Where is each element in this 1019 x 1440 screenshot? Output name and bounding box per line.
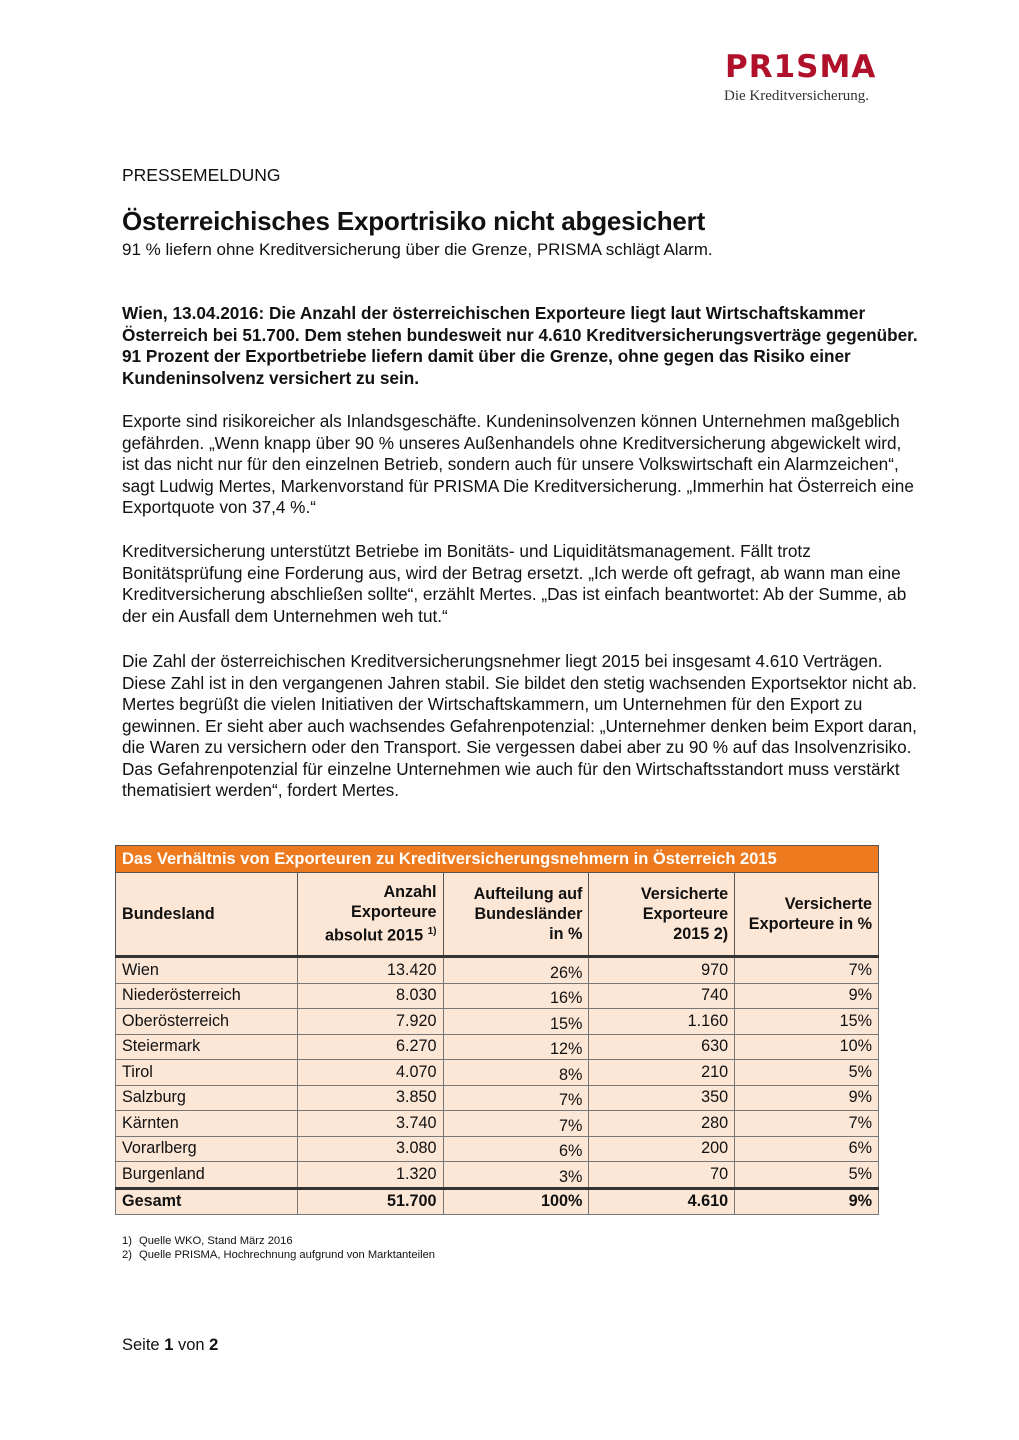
document-label: PRESSEMELDUNG bbox=[122, 165, 281, 185]
header-aufteilung bbox=[443, 873, 589, 957]
footnote-number: 1) bbox=[122, 1235, 132, 1247]
cell-anteil: 7% bbox=[443, 1111, 589, 1137]
cell-versichert-pct: 5% bbox=[735, 1162, 879, 1189]
footnotes bbox=[122, 1234, 435, 1262]
header-line: absolut 2015 bbox=[325, 926, 424, 945]
cell-anteil: 16% bbox=[443, 983, 589, 1009]
table-row bbox=[116, 1034, 879, 1060]
header-anzahl-exporteure bbox=[297, 873, 443, 957]
cell-versichert: 350 bbox=[589, 1085, 735, 1111]
footnote bbox=[122, 1234, 435, 1248]
table-total-row bbox=[116, 1188, 879, 1215]
page-total: 2 bbox=[209, 1336, 219, 1354]
cell-versichert-pct: 15% bbox=[735, 1009, 879, 1035]
footnote-number: 2) bbox=[122, 1249, 132, 1261]
page-title: Österreichisches Exportrisiko nicht abgesichert bbox=[122, 206, 706, 236]
footnote bbox=[122, 1248, 435, 1262]
cell-versichert-pct: 6% bbox=[735, 1136, 879, 1162]
cell-land: Vorarlberg bbox=[116, 1136, 298, 1162]
lead-paragraph: Wien, 13.04.2016: Die Anzahl der österreichischen Exporteure liegt laut Wirtschaftskammer Österreich bei 51.700. Dem stehen bundesweit nur 4.610 Kreditversicherungsverträge gegenüber. 91 Prozent der Exportbetriebe liefern damit über die Grenze, ohne gegen das Risiko einer Kundeninsolvenz versichert zu sein. bbox=[122, 303, 918, 388]
cell-versichert-pct: 9% bbox=[735, 1085, 879, 1111]
cell-exporteure: 3.850 bbox=[297, 1085, 443, 1111]
cell-exporteure: 3.740 bbox=[297, 1111, 443, 1137]
header-line: Aufteilung auf bbox=[473, 885, 583, 903]
page-mid: von bbox=[173, 1336, 210, 1354]
cell-exporteure: 1.320 bbox=[297, 1162, 443, 1189]
cell-anteil: 12% bbox=[443, 1034, 589, 1060]
table-row bbox=[116, 1009, 879, 1035]
header-line: Versicherte bbox=[784, 895, 872, 913]
logo-wordmark: PR1SMA bbox=[725, 49, 877, 85]
cell-exporteure: 4.070 bbox=[297, 1060, 443, 1086]
page-subtitle: 91 % liefern ohne Kreditversicherung über die Grenze, PRISMA schlägt Alarm. bbox=[122, 240, 713, 259]
header-line: Exporteure bbox=[642, 905, 729, 923]
table-row bbox=[116, 1085, 879, 1111]
cell-exporteure: 3.080 bbox=[297, 1136, 443, 1162]
cell-versichert-pct: 7% bbox=[735, 957, 879, 984]
header-line: Versicherte bbox=[640, 885, 729, 903]
footnote-text: Quelle PRISMA, Hochrechnung aufgrund von Marktanteilen bbox=[139, 1249, 436, 1261]
table-row bbox=[116, 1136, 879, 1162]
cell-exporteure: 13.420 bbox=[297, 957, 443, 984]
cell-versichert-pct: 5% bbox=[735, 1060, 879, 1086]
cell-land: Kärnten bbox=[116, 1111, 298, 1137]
table-row bbox=[116, 983, 879, 1009]
cell-land: Niederösterreich bbox=[116, 983, 298, 1009]
cell-versichert: 70 bbox=[589, 1162, 735, 1189]
cell-land: Wien bbox=[116, 957, 298, 984]
header-line: in % bbox=[549, 925, 583, 943]
cell-land: Salzburg bbox=[116, 1085, 298, 1111]
cell-land: Steiermark bbox=[116, 1034, 298, 1060]
exporters-table bbox=[115, 845, 879, 1215]
page-current: 1 bbox=[164, 1336, 174, 1354]
cell-versichert: 740 bbox=[589, 983, 735, 1009]
cell-land: Gesamt bbox=[116, 1188, 298, 1215]
table-row bbox=[116, 1060, 879, 1086]
table-caption: Das Verhältnis von Exporteuren zu Kreditversicherungsnehmern in Österreich 2015 bbox=[116, 846, 879, 873]
cell-exporteure: 51.700 bbox=[297, 1188, 443, 1215]
cell-versichert: 210 bbox=[589, 1060, 735, 1086]
header-versicherte-pct bbox=[735, 873, 879, 957]
page-prefix: Seite bbox=[122, 1336, 165, 1354]
cell-versichert: 200 bbox=[589, 1136, 735, 1162]
header-line: Exporteure bbox=[351, 903, 437, 922]
body-paragraph: Kreditversicherung unterstützt Betriebe im Bonitäts- und Liquiditätsmanagement. Fällt trotz Bonitätsprüfung eine Forderung aus, wird der Betrag ersetzt. „Ich werde oft gefragt, ab wann man eine Kreditversicherung abschließen sollte“, erzählt Mertes. „Das ist einfach beantwortet: Ab der Summe, ab der ein Ausfall dem Unternehmen weh tut.“ bbox=[122, 541, 907, 626]
table-row bbox=[116, 1162, 879, 1189]
cell-anteil: 7% bbox=[443, 1085, 589, 1111]
logo-tagline: Die Kreditversicherung. bbox=[724, 88, 869, 104]
header-versicherte-exporteure bbox=[589, 873, 735, 957]
body-paragraph: Die Zahl der österreichischen Kreditversicherungsnehmer liegt 2015 bei insgesamt 4.610 Verträgen. Diese Zahl ist in den vergangenen Jahren stabil. Sie bildet den stetig wachsenden Exportsektor nicht ab. Mertes begrüßt die vielen Initiativen der Wirtschaftskammern, um Unternehmen für den Export zu gewinnen. Er sieht aber auch wachsendes Gefahrenpotenzial: „Unternehmer denken beim Export daran, die Waren zu versichern oder den Transport. Sie vergessen dabei aber zu 90 % auf das Insolvenzrisiko. Das Gefahrenpotenzial für einzelne Unternehmen wie auch für den Wirtschaftsstandort muss verstärkt thematisiert werden“, fordert Mertes. bbox=[122, 651, 917, 800]
cell-anteil: 8% bbox=[443, 1060, 589, 1086]
cell-anteil: 6% bbox=[443, 1136, 589, 1162]
cell-versichert-pct: 7% bbox=[735, 1111, 879, 1137]
cell-versichert: 970 bbox=[589, 957, 735, 984]
cell-anteil: 26% bbox=[443, 957, 589, 984]
header-line: Bundesländer bbox=[474, 905, 583, 923]
cell-exporteure: 6.270 bbox=[297, 1034, 443, 1060]
body-paragraph: Exporte sind risikoreicher als Inlandsgeschäfte. Kundeninsolvenzen können Unternehmen maßgeblich gefährden. „Wenn knapp über 90 % unseres Außenhandels ohne Kreditversicherung abgewickelt wird, ist das nicht nur für den einzelnen Betrieb, sondern auch für unsere Volkswirtschaft ein Alarmzeichen“, sagt Ludwig Mertes, Markenvorstand für PRISMA Die Kreditversicherung. „Immerhin hat Österreich eine Exportquote von 37,4 %.“ bbox=[122, 411, 914, 517]
cell-versichert: 1.160 bbox=[589, 1009, 735, 1035]
cell-anteil: 15% bbox=[443, 1009, 589, 1035]
table-header-row bbox=[116, 873, 879, 957]
cell-land: Tirol bbox=[116, 1060, 298, 1086]
header-line: Exporteure in % bbox=[748, 915, 872, 933]
table-row bbox=[116, 957, 879, 984]
cell-anteil: 3% bbox=[443, 1162, 589, 1189]
cell-versichert-pct: 9% bbox=[735, 1188, 879, 1215]
header-line: Anzahl bbox=[383, 883, 437, 902]
cell-versichert: 4.610 bbox=[589, 1188, 735, 1215]
cell-versichert-pct: 10% bbox=[735, 1034, 879, 1060]
cell-versichert: 630 bbox=[589, 1034, 735, 1060]
cell-land: Oberösterreich bbox=[116, 1009, 298, 1035]
cell-versichert-pct: 9% bbox=[735, 983, 879, 1009]
cell-anteil: 100% bbox=[443, 1188, 589, 1215]
footnote-ref: 1) bbox=[427, 926, 437, 938]
table-row bbox=[116, 1111, 879, 1137]
header-bundesland: Bundesland bbox=[116, 873, 298, 957]
cell-exporteure: 8.030 bbox=[297, 983, 443, 1009]
cell-land: Burgenland bbox=[116, 1162, 298, 1189]
prisma-logo bbox=[724, 50, 904, 105]
footnote-text: Quelle WKO, Stand März 2016 bbox=[139, 1235, 293, 1247]
cell-versichert: 280 bbox=[589, 1111, 735, 1137]
page-number bbox=[122, 1336, 218, 1355]
cell-exporteure: 7.920 bbox=[297, 1009, 443, 1035]
header-line: 2015 2) bbox=[673, 925, 729, 943]
